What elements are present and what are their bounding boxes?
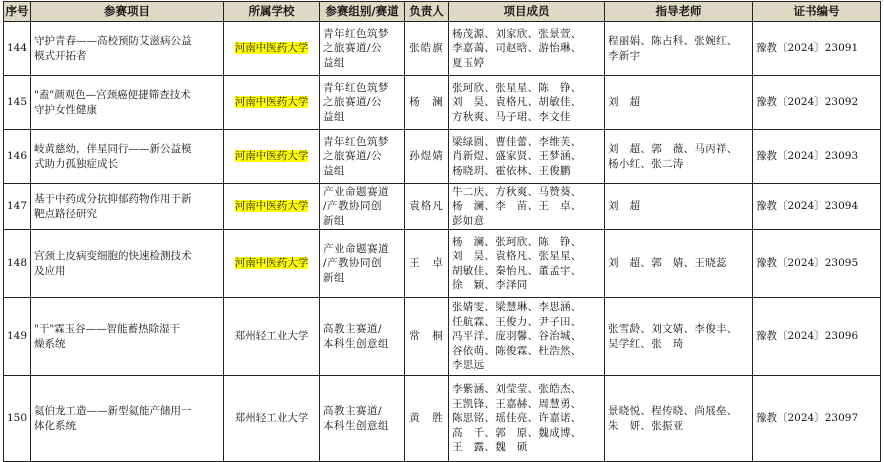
row-number: 150 [4,376,31,462]
advisors-line: 李新宇 [608,49,641,62]
team-members [449,376,605,462]
advisors-line: 刘 超 [608,96,641,109]
certificate-number: 豫教〔2024〕23091 [753,22,881,76]
header-project: 参赛项目 [31,2,224,22]
project-name-line: 基于中药成分抗抑郁药物作用于新 [34,192,192,205]
header-row [4,2,881,22]
team-members-line: 张珂欣、张星星、陈 铮、 [452,81,582,94]
project-name-line: "干"霖玉谷——智能蓄热除湿干 [34,322,181,335]
team-members [449,230,605,298]
track-group-line: 益组 [323,56,345,69]
track-group [320,184,405,230]
row-number: 146 [4,130,31,184]
school-name [224,184,320,230]
row-number: 147 [4,184,31,230]
certificate-number: 豫教〔2024〕23097 [753,376,881,462]
track-group [320,298,405,376]
advisors [605,130,753,184]
team-members-line: 陈思铭、瑶佳亮、许嘉诺、 [452,412,582,425]
team-members-line: 冯平洋、庞羽馨、谷治城、 [452,330,582,343]
school-name [224,130,320,184]
track-group-line: 产业命题赛道 [323,185,389,198]
project-name [31,22,224,76]
team-members-line: 杨 澜、李 苗、王 卓、 [452,200,582,213]
team-members-line: 王 露、魏 硕 [452,441,528,454]
project-name-line: 氦伯龙工造——新型氦能产储用一 [34,404,192,417]
track-group-line: 益组 [323,110,345,123]
track-group [320,22,405,76]
table-row [4,22,881,76]
advisors-line: 景晓悦、程传晓、尚展垒、 [608,405,738,417]
team-members [449,298,605,376]
school-name: 郑州轻工业大学 [224,298,320,376]
certificate-number: 豫教〔2024〕23093 [753,130,881,184]
track-group-line: 益组 [323,164,345,177]
advisors-line: 朱 妍、张振亚 [608,419,684,432]
school-name [224,76,320,130]
track-group-line: 本科生创意组 [323,419,389,432]
table-row [4,376,881,462]
advisors-line: 张雪龄、刘文婧、李俊丰、 [608,323,738,335]
track-group [320,376,405,462]
row-number: 144 [4,22,31,76]
track-group [320,130,405,184]
team-members-line: 梁绿圆、曹佳蕾、李维芙、 [452,135,582,148]
advisors-line: 刘 超 [608,200,641,213]
team-members-line: 方秋爽、马子珺、李文佳 [452,110,571,123]
team-members-line: 徐 颖、李泽同 [452,279,528,291]
team-members-line: 任航霖、王俊力、尹子田、 [452,315,582,328]
track-group-line: /产教协同创 [323,200,383,213]
team-members-line: 杨茂源、刘家欣、张景萱、 [452,27,582,40]
team-members-line: 李嘉蔼、司赵晗、游怡琳、 [452,42,582,55]
advisors [605,376,753,462]
leader-name: 杨 澜 [405,76,449,130]
team-members-line: 李思远 [452,359,485,372]
row-number: 149 [4,298,31,376]
advisors [605,184,753,230]
track-group-line: 青年红色筑梦 [323,27,389,40]
project-name [31,184,224,230]
advisors [605,22,753,76]
track-group-line: 青年红色筑梦 [323,135,389,148]
project-name-line: 燥系统 [34,337,66,350]
team-members-line: 牛二庆、方秋爽、马赞葵、 [452,185,582,198]
project-name-line: 体化系统 [34,419,76,432]
track-group-line: 新组 [323,214,345,227]
team-members-line: 胡敏佳、秦怡凡、董孟宇、 [452,264,582,277]
advisors [605,298,753,376]
team-members-line: 杨 澜、张珂欣、陈 铮、 [452,235,582,248]
header-members: 项目成员 [449,2,605,22]
track-group-line: 青年红色筑梦 [323,81,389,94]
team-members-line: 肖新煜、盛家贤、王梦涵、 [452,150,582,163]
school-name [224,22,320,76]
table-row [4,230,881,298]
header-leader: 负责人 [405,2,449,22]
advisors-line: 吴学红、张 琦 [608,337,684,350]
certificate-number: 豫教〔2024〕23096 [753,298,881,376]
team-members-line: 彭如意 [452,214,485,227]
header-num: 序号 [4,2,31,22]
track-group [320,76,405,130]
header-group: 参赛组别/赛道 [320,2,405,22]
row-number: 148 [4,230,31,298]
certificate-number: 豫教〔2024〕23095 [753,230,881,298]
track-group-line: 本科生创意组 [323,337,389,350]
highlight-mark: 河南中医药大学 [234,96,309,109]
project-name-line: 式助力孤独症成长 [34,157,118,170]
project-name [31,130,224,184]
track-group-line: 高教主赛道/ [323,405,383,417]
team-members [449,22,605,76]
project-name-line: 及应用 [34,264,66,277]
team-members-line: 谷依萌、陈俊霖、杜浩然、 [452,344,582,357]
leader-name: 王 卓 [405,230,449,298]
advisors [605,230,753,298]
highlight-mark: 河南中医药大学 [234,42,309,55]
advisors-line: 刘 超、郭 婧、王晓蕊 [608,257,727,270]
header-cert: 证书编号 [753,2,881,22]
table-row [4,298,881,376]
project-name [31,76,224,130]
track-group-line: 高教主赛道/ [323,323,383,335]
project-name [31,230,224,298]
award-table [3,1,881,462]
school-name [224,230,320,298]
track-group-line: 之旅赛道/公 [323,96,383,109]
table-row [4,130,881,184]
advisors-line: 程丽娟、陈占科、张婉红、 [608,35,738,47]
school-name: 郑州轻工业大学 [224,376,320,462]
header-school: 所属学校 [224,2,320,22]
leader-name: 袁格凡 [405,184,449,230]
table-row [4,184,881,230]
team-members [449,76,605,130]
highlight-mark: 河南中医药大学 [234,200,309,213]
row-number: 145 [4,76,31,130]
track-group-line: 之旅赛道/公 [323,150,383,163]
team-members-line: 刘 昊、袁格凡、胡敏佳、 [452,96,582,109]
project-name-line: 守护青春——高校预防艾滋病公益 [34,34,192,47]
team-members-line: 杨晓玥、霍依林、王俊鹏 [452,164,571,177]
track-group-line: 产业命题赛道 [323,242,389,255]
highlight-mark: 河南中医药大学 [234,257,309,270]
project-name-line: 宫颈上皮病变细胞的快速检测技术 [34,249,192,262]
advisors-line: 刘 超、郭 薇、马丙祥、 [608,143,738,155]
team-members-line: 王凯锋、王嘉赫、周慧勇、 [452,397,582,410]
advisors [605,76,753,130]
project-name-line: "盍"颜观色—宫颈癌便捷筛查技术 [34,88,191,101]
leader-name: 张皓旗 [405,22,449,76]
team-members-line: 刘 昊、袁格凡、张星星、 [452,250,582,262]
project-name-line: 守护女性健康 [34,103,97,116]
team-members [449,184,605,230]
team-members [449,130,605,184]
certificate-number: 豫教〔2024〕23094 [753,184,881,230]
team-members-line: 高 千、郭 原、魏成博、 [452,426,582,439]
team-members-line: 张婧雯、梁慧琳、李思涵、 [452,301,582,314]
track-group-line: /产教协同创 [323,257,383,270]
project-name [31,298,224,376]
project-name [31,376,224,462]
leader-name: 黄 胜 [405,376,449,462]
team-members-line: 李紫涵、刘莹莹、张皓杰、 [452,383,582,396]
project-name-line: 模式开拓者 [34,49,87,62]
highlight-mark: 河南中医药大学 [234,150,309,163]
certificate-number: 豫教〔2024〕23092 [753,76,881,130]
header-advisors: 指导老师 [605,2,753,22]
leader-name: 常 桐 [405,298,449,376]
track-group-line: 新组 [323,271,345,284]
track-group [320,230,405,298]
team-members-line: 夏玉婷 [452,56,485,69]
leader-name: 孙煜婧 [405,130,449,184]
project-name-line: 靶点路径研究 [34,207,97,220]
project-name-line: 岐黄慈幼，伴星同行——新公益模 [34,142,192,155]
table-row [4,76,881,130]
track-group-line: 之旅赛道/公 [323,42,383,55]
advisors-line: 杨小红、张二涛 [608,157,684,170]
